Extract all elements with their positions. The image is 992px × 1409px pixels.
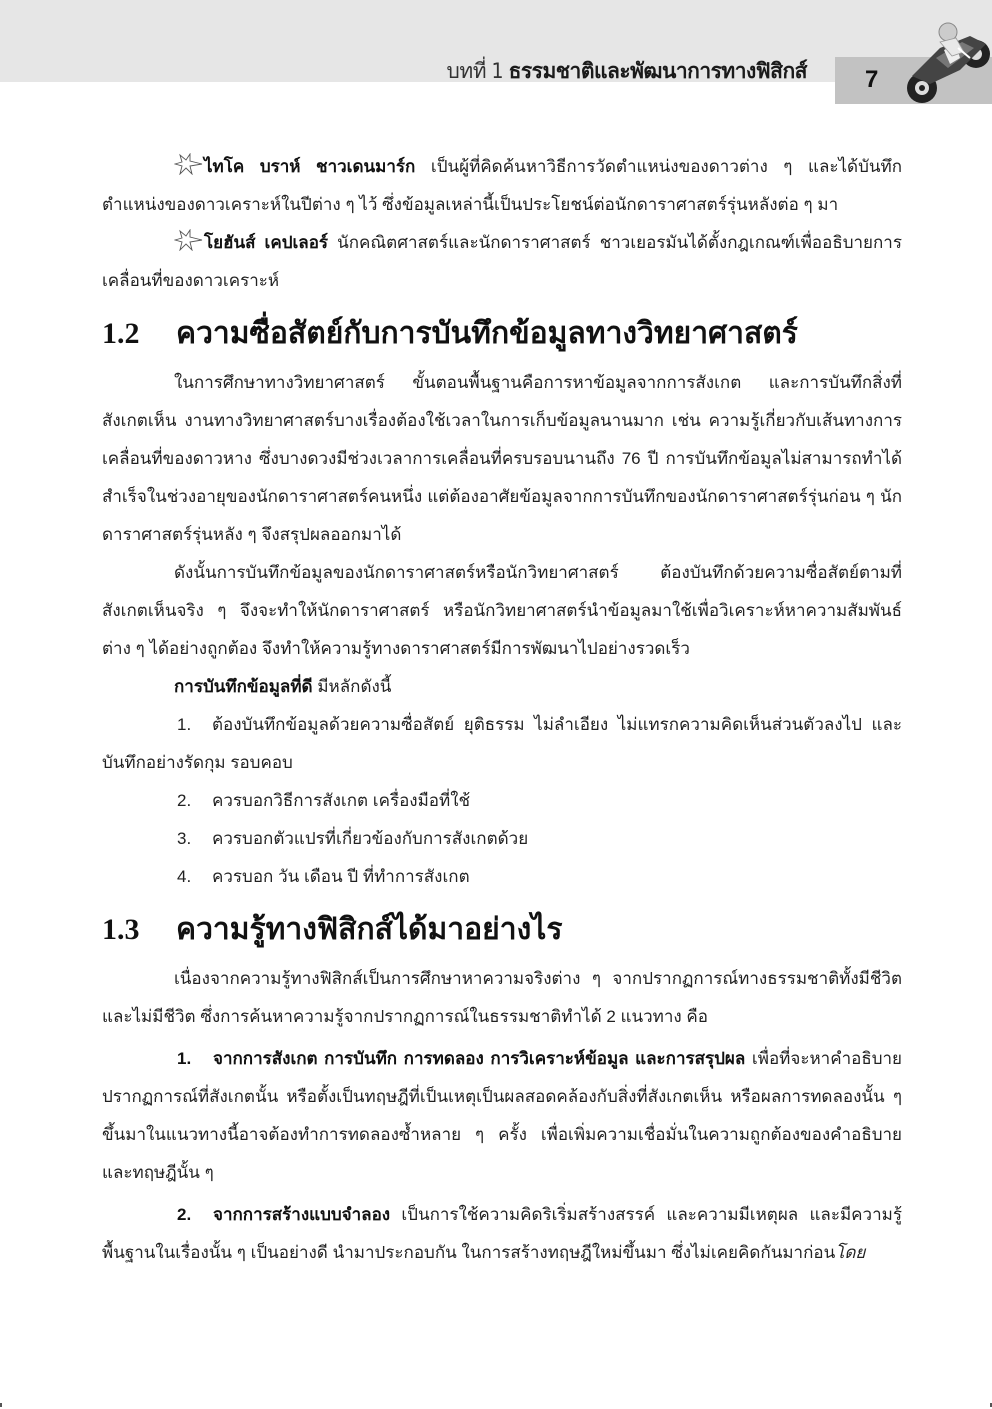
body-paragraph: ในการศึกษาทางวิทยาศาสตร์ ขั้นตอนพื้นฐานคือการหาข้อมูลจากการสังเกต และการบันทึกสิ่งที่สังเกตเห็น งานทางวิทยาศาสตร์บางเรื่องต้องใช้เวลาในการเก็บข้อมูลนานมาก เช่น ความรู้เกี่ยวกับเส้นทางการเคลื่อนที่ของดาวหาง ซึ่งบางดวงมีช่วงเวลาการเคลื่อนที่ครบรอบนานถึง 76 ปี การบันทึกข้อมูลไม่สามารถทำได้สำเร็จในช่วงอายุของนักดาราศาสตร์คนหนึ่ง แต่ต้องอาศัยข้อมูลจากการบันทึกของนักดาราศาสตร์รุ่นก่อน ๆ นักดาราศาสตร์รุ่นหลัง ๆ จึงสรุปผลออกมาได้ xyxy=(102,373,902,544)
subheading-label: การบันทึกข้อมูลที่ดี xyxy=(174,677,313,696)
body-paragraph: เนื่องจากความรู้ทางฟิสิกส์เป็นการศึกษาหาความจริงต่าง ๆ จากปรากฏการณ์ทางธรรมชาติทั้งมีชีวิตและไม่มีชีวิต ซึ่งการค้นหาความรู้จากปรากฏการณ์ในธรรมชาติทำได้ 2 แนวทาง คือ xyxy=(102,969,902,1026)
section-number: 1.3 xyxy=(102,913,140,946)
subheading-suffix: มีหลักดังนี้ xyxy=(312,677,392,696)
list-number: 4. xyxy=(177,867,192,886)
list-text: ควรบอก วัน เดือน ปี ที่ทำการสังเกต xyxy=(212,867,470,886)
page-number: 7 xyxy=(865,66,879,93)
body-paragraph: ดังนั้นการบันทึกข้อมูลของนักดาราศาสตร์หรือนักวิทยาศาสตร์ ต้องบันทึกด้วยความซื่อสัตย์ตามที่สังเกตเห็นจริง ๆ จึงจะทำให้นักดาราศาสตร์ หรือนักวิทยาศาสตร์นำข้อมูลมาใช้เพื่อวิเคราะห์หาความสัมพันธ์ต่าง ๆ ได้อย่างถูกต้อง จึงทำให้ความรู้ทางดาราศาสตร์มีการพัฒนาไปอย่างรวดเร็ว xyxy=(102,563,902,658)
section-number: 1.2 xyxy=(102,317,140,350)
list-item xyxy=(102,820,902,858)
approach-number: 2. xyxy=(177,1205,192,1224)
list-item xyxy=(102,782,902,820)
approach-text: เป็นการใช้ความคิดริเริ่มสร้างสรรค์ และความมีเหตุผล และมีความรู้พื้นฐานในเรื่องนั้น ๆ เป็นอย่างดี นำมาประกอบกัน ในการสร้างทฤษฎีใหม่ขึ้นมา ซึ่งไม่เคยคิดกันมาก่อน xyxy=(102,1205,902,1262)
person-name: โยฮันส์ เคปเลอร์ xyxy=(204,233,329,252)
list-text: ควรบอกวิธีการสังเกต เครื่องมือที่ใช้ xyxy=(212,791,471,810)
approach-text: เพื่อที่จะหาคำอธิบายปรากฏการณ์ที่สังเกตนั้น หรือตั้งเป็นทฤษฎีที่เป็นเหตุเป็นผลสอดคล้องกับสิ่งที่สังเกตเห็น หรือผลการทดลองนั้น ๆ ขึ้นมาในแนวทางนี้อาจต้องทำการทดลองซ้ำหลาย ๆ ครั้ง เพื่อเพิ่มความเชื่อมั่นในความถูกต้องของคำอธิบายและทฤษฎีนั้น ๆ xyxy=(102,1049,903,1182)
approach-item xyxy=(102,1040,902,1192)
section-title: ความซื่อสัตย์กับการบันทึกข้อมูลทางวิทยาศาสตร์ xyxy=(176,317,798,350)
star-burst-icon xyxy=(174,153,204,175)
page-content xyxy=(102,148,902,1272)
approach-item xyxy=(102,1196,902,1272)
approach-number: 1. xyxy=(177,1049,192,1068)
approach-title: จากการสังเกต การบันทึก การทดลอง การวิเคราะห์ข้อมูล และการสรุปผล xyxy=(213,1049,746,1068)
person-description: นักคณิตศาสตร์และนักดาราศาสตร์ ชาวเยอรมันได้ตั้งกฎเกณฑ์เพื่ออธิบายการเคลื่อนที่ของดาวเคราะห์ xyxy=(102,233,902,290)
crop-mark-left xyxy=(0,1403,2,1407)
list-number: 2. xyxy=(177,791,192,810)
chapter-name: ธรรมชาติและพัฒนาการทางฟิสิกส์ xyxy=(508,59,807,83)
intro-paragraph-tycho xyxy=(102,148,902,224)
approach-text-tail: โดย xyxy=(835,1243,866,1262)
chapter-prefix: บทที่ 1 xyxy=(446,59,504,83)
list-item xyxy=(102,706,902,782)
good-record-subheading xyxy=(174,668,902,706)
list-text: ควรบอกตัวแปรที่เกี่ยวข้องกับการสังเกตด้วย xyxy=(212,829,529,848)
intro-paragraph-kepler xyxy=(102,224,902,300)
star-burst-icon xyxy=(174,229,204,251)
list-item xyxy=(102,858,902,896)
list-number: 1. xyxy=(177,715,192,734)
section-heading-1-2 xyxy=(102,314,902,354)
approach-title: จากการสร้างแบบจำลอง xyxy=(213,1205,391,1224)
motorcycle-rider-icon xyxy=(900,18,992,106)
list-number: 3. xyxy=(177,829,192,848)
section-heading-1-3 xyxy=(102,910,902,950)
person-description: เป็นผู้ที่คิดค้นหาวิธีการวัดตำแหน่งของดาวต่าง ๆ และได้บันทึกตำแหน่งของดาวเคราะห์ในปีต่าง ๆ ไว้ ซึ่งข้อมูลเหล่านี้เป็นประโยชน์ต่อนักดาราศาสตร์รุ่นหลังต่อ ๆ มา xyxy=(102,157,903,214)
running-title xyxy=(447,57,807,85)
person-name: ไทโค บราห์ ชาวเดนมาร์ก xyxy=(204,157,416,176)
list-text: ต้องบันทึกข้อมูลด้วยความซื่อสัตย์ ยุติธรรม ไม่ลำเอียง ไม่แทรกความคิดเห็นส่วนตัวลงไป และบันทึกอย่างรัดกุม รอบคอบ xyxy=(102,715,902,772)
section-title: ความรู้ทางฟิสิกส์ได้มาอย่างไร xyxy=(176,913,563,946)
